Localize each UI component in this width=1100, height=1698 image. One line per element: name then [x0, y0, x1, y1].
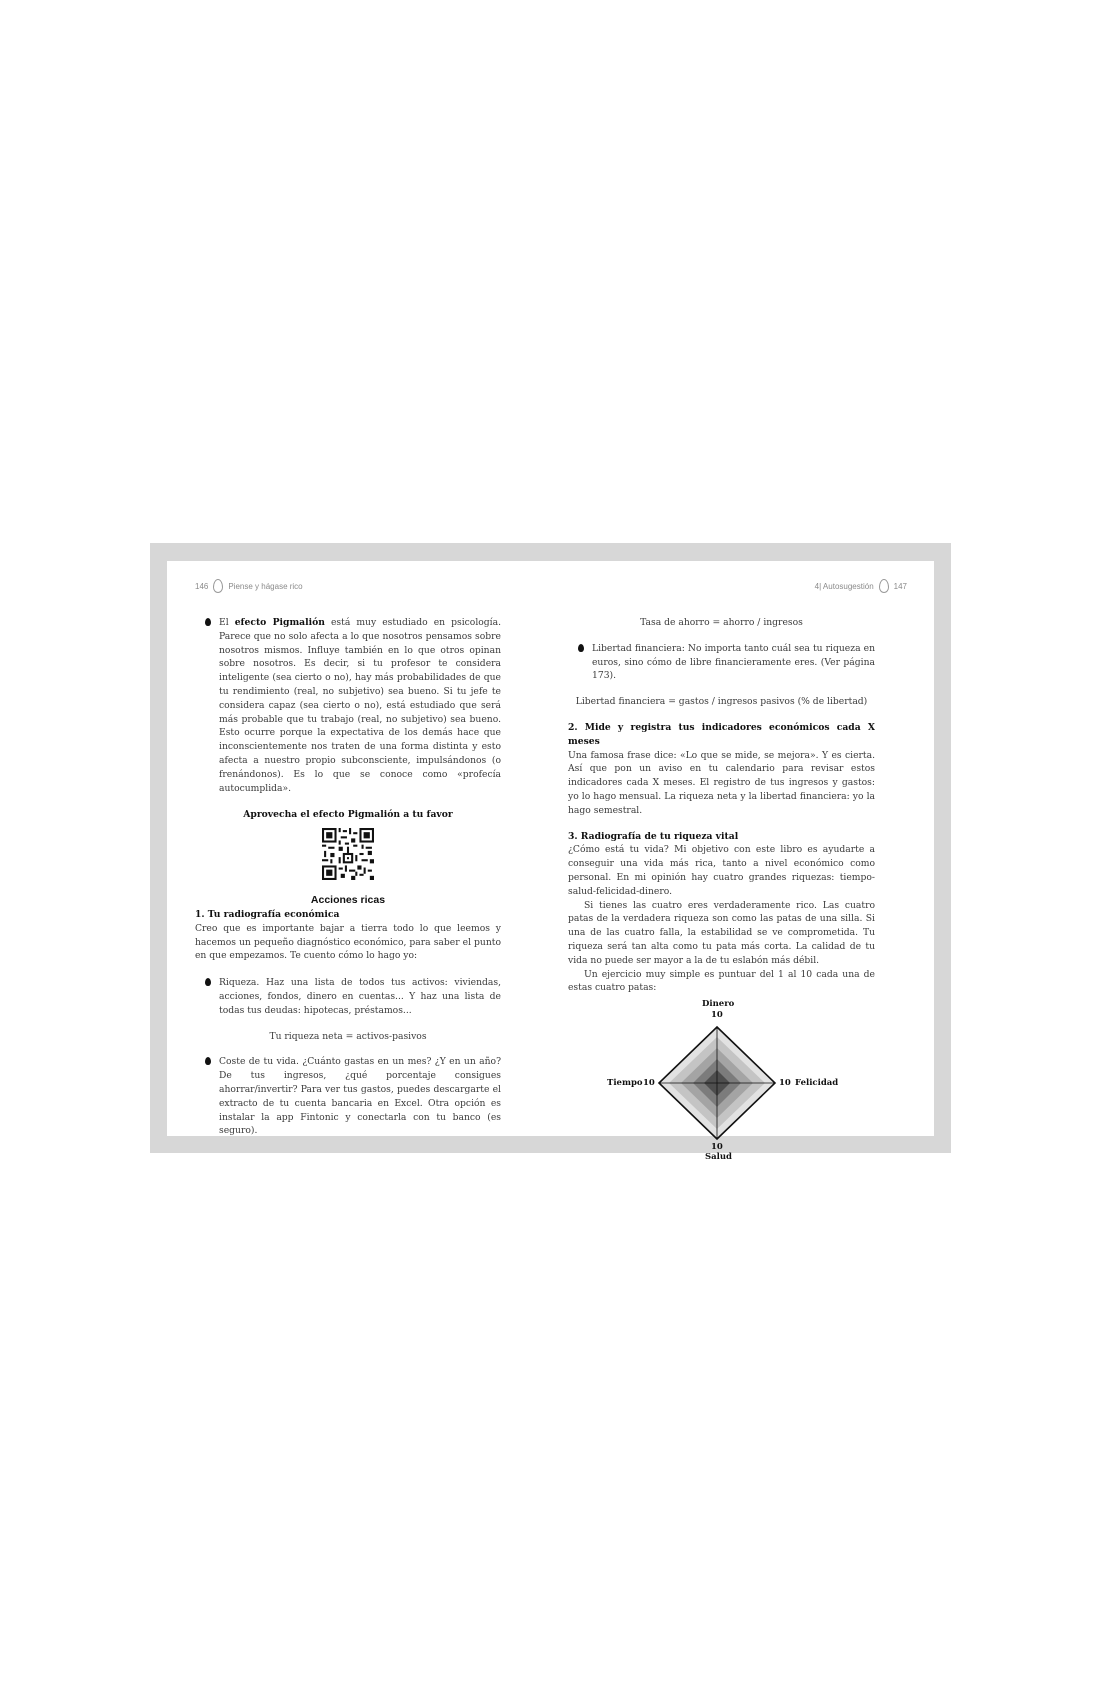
- paragraph-como-esta: ¿Cómo está tu vida? Mi objetivo con este libro es ayudarte a conseguir una vida más rica, tanto a nivel económico como personal. En mi opinión hay cuatro grandes riquezas: tiempo-salud-felicidad-dinero.: [568, 844, 875, 897]
- formula-riqueza-neta: Tu riqueza neta = activos-pasivos: [269, 1030, 427, 1042]
- wealth-radar-diagram: [568, 995, 875, 1165]
- right-running-title: 4| Autosugestión: [814, 581, 874, 591]
- left-body: [195, 616, 501, 1138]
- book-spread: [167, 561, 934, 1163]
- qr-code-icon[interactable]: [322, 828, 374, 880]
- subheading-riqueza-vital: 3. Radiografía de tu riqueza vital: [568, 830, 739, 842]
- bullet-egg-icon: [205, 978, 211, 986]
- subheading-mide-registra: 2. Mide y registra tus indicadores económicos cada X meses: [568, 721, 875, 747]
- bullet-libertad-financiera: Libertad financiera: No importa tanto cuál sea tu riqueza en euros, sino cómo de libre financieramente eres. (Ver página 173).: [568, 642, 875, 683]
- left-page-number: 146: [195, 581, 209, 591]
- subheading-radiografia-economica: 1. Tu radiografía económica: [195, 908, 340, 920]
- bullet-riqueza: Riqueza. Haz una lista de todos tus activos: viviendas, acciones, fondos, dinero en cuentas... Y haz una lista de todas tus deudas: hipotecas, préstamos...: [195, 976, 501, 1017]
- section-title: Acciones ricas: [310, 894, 386, 907]
- radar-label-dinero: Dinero: [702, 999, 735, 1010]
- right-running-header: [815, 579, 907, 593]
- left-page: [167, 561, 550, 1136]
- paragraph-cuatro-patas: Si tienes las cuatro eres verdaderamente rico. Las cuatro patas de la verdadera riqueza son como las patas de una silla. Si una de las cuatro falla, la estabilidad se ve comprometida. Tu riqueza será tan alta como tu pata más corta. La calidad de tu vida no puede ser mayor a la de tu eslabón más débil.: [568, 899, 875, 966]
- left-running-title: Piense y hágase rico: [228, 581, 303, 591]
- left-running-header: [195, 579, 303, 593]
- radar-label-tiempo: Tiempo: [607, 1078, 643, 1089]
- qr-heading: Aprovecha el efecto Pigmalión a tu favor: [243, 809, 453, 821]
- bullet-pigmalion: El efecto Pigmalión está muy estudiado en psicología. Parece que no solo afecta a lo que nosotros pensamos sobre nosotros mismos. Influye también en lo que otros opinan sobre nosotros. Es decir, si tu profesor te considera inteligente (sea cierto o no), hay más probabilidades de que tu rendimiento (real, no subjetivo) sea bueno. Si tu jefe te considera capaz (sea cierto o no), está estudiado que será más probable que tu trabajo (real, no subjetivo) sea bueno. Esto ocurre porque la expectativa de los demás hace que inconscientemente nos traten de una forma distinta y esto afecta a nuestro propio subconsciente, impulsándonos (o frenándonos). Es lo que se conoce como «profecía autocumplida».: [195, 616, 501, 795]
- radar-value-salud: 10: [711, 1142, 723, 1153]
- egg-icon: [879, 579, 889, 593]
- formula-tasa-ahorro: Tasa de ahorro = ahorro / ingresos: [640, 617, 803, 628]
- egg-icon: [213, 579, 223, 593]
- paragraph-ejercicio: Un ejercicio muy simple es puntuar del 1 al 10 cada una de estas cuatro patas:: [568, 968, 875, 994]
- bullet-egg-icon: [578, 644, 584, 652]
- radar-value-tiempo: 10: [643, 1078, 655, 1089]
- radar-label-felicidad: Felicidad: [795, 1078, 839, 1089]
- right-page: [551, 561, 934, 1163]
- right-page-number: 147: [893, 581, 907, 591]
- radar-label-salud: Salud: [705, 1152, 732, 1163]
- bullet-coste-vida: Coste de tu vida. ¿Cuánto gastas en un mes? ¿Y en un año? De tus ingresos, ¿qué porcentaje consigues ahorrar/invertir? Para ver tus gastos, puedes descargarte el extracto de tu cuenta bancaria en Excel. Otra opción es instalar la app Fintonic y conectarla con tu banco (es seguro).: [195, 1055, 501, 1138]
- right-body: [568, 616, 875, 1165]
- radar-value-dinero: 10: [711, 1010, 723, 1021]
- bullet-egg-icon: [205, 1057, 211, 1065]
- paragraph-mide: Una famosa frase dice: «Lo que se mide, se mejora». Y es cierta. Así que pon un aviso en tu calendario para revisar estos indicadores cada X meses. El registro de tus ingresos y gastos: yo lo hago mensual. La riqueza neta y la libertad financiera: yo la hago semestral.: [568, 749, 875, 816]
- radar-value-felicidad: 10: [779, 1078, 791, 1089]
- paragraph-diagnostico: Creo que es importante bajar a tierra todo lo que leemos y hacemos un pequeño diagnóstico económico, para saber el punto en que empezamos. Te cuento cómo lo hago yo:: [195, 922, 501, 962]
- formula-libertad: Libertad financiera = gastos / ingresos pasivos (% de libertad): [575, 696, 868, 708]
- bullet-egg-icon: [205, 618, 211, 626]
